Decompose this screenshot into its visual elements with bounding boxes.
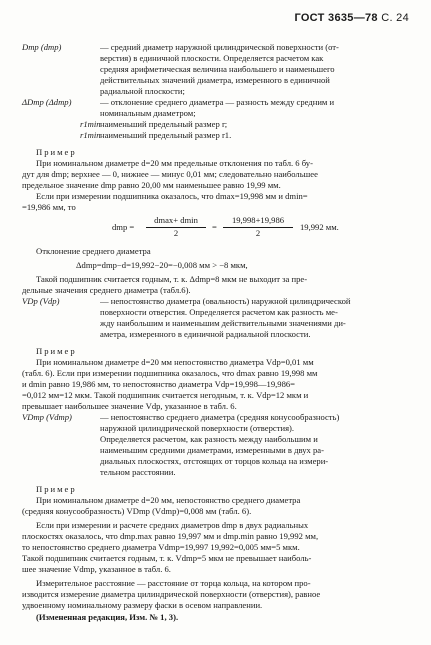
formula-lhs: dmp = [112,222,135,232]
def-line: аметра, измеренного в единичной радиальной плоскости. [100,329,311,339]
def-line: — средний диаметр наружной цилиндрической поверхности (от- [100,42,339,52]
text-line: удвоенному номинальному размеру фаски в осевом направлении. [22,600,263,610]
def-line: наименьший предельный размер r1. [100,130,232,140]
text-line: =19,986 мм, то [22,202,76,212]
page-number: С. 24 [381,12,409,24]
symbol-vdp: VDp (Vdp) [22,296,60,306]
deviation-formula: Δdmp=dmp−d=19,992−20=−0,008 мм > −8 мкм, [76,260,248,270]
symbol-dmp: Dmp (dmp) [22,42,62,52]
example-heading: Пример [36,484,77,494]
example-heading: Пример [36,346,77,356]
text-line: Измерительное расстояние — расстояние от торца кольца, на котором про- [36,578,311,588]
def-line: средняя арифметическая величина наибольшего и наименьшего [100,64,335,74]
formula-equals: = [212,222,217,232]
text-line: дут для dmp; верхнее — 0, нижнее — минус 0,01 мм; следовательно наибольшее [22,169,318,179]
def-line: радиальной плоскости; [100,86,185,96]
text-line: и dmin равно 19,986 мм, то непостоянство диаметра Vdp=19,998—19,986= [22,379,296,389]
text-line: Такой подшипник считается годным, т. к. Vdmp=5 мкм не превышает наиболь- [22,553,312,563]
standard-number: ГОСТ 3635—78 [294,12,378,24]
def-line: наименьший предельный размер r; [100,119,228,129]
text-line: Отклонение среднего диаметра [36,246,151,256]
def-line: тельном расстоянии. [100,467,176,477]
formula-numerator: dmax+ dmin [154,215,198,225]
text-line: изводится измерение диаметра цилиндрической поверхности (отверстия), равное [22,589,321,599]
example-heading: Пример [36,147,77,157]
edition-note: (Измененная редакция, Изм. № 1, 3). [36,612,179,622]
text-line: При номинальном диаметре d=20 мм, непостоянство среднего диаметра [36,495,301,505]
def-line: диальных плоскостях, отстоящих от торцов кольца на измери- [100,456,329,466]
def-line: номинальным диаметром; [100,108,196,118]
symbol-delta-dmp: ΔDmp (Δdmp) [22,97,72,107]
text-line: =0,012 мм=12 мкм. Такой подшипник считается негодным, т. к. Vdp=12 мкм и [22,390,309,400]
def-line: — непостоянство диаметра (овальность) наружной цилиндрической [100,296,351,306]
text-line: предельное значение dmp равно 20,00 мм наименьшее равно 19,99 мм. [22,180,281,190]
text-line: превышает наибольшее значение Vdp, указанное в табл. 6. [22,401,237,411]
formula-denominator: 2 [173,228,179,238]
def-line: — отклонение среднего диаметра — разность между средним и [100,97,335,107]
text-line: (средняя конусообразность) VDmp (Vdmp)=0,008 мм (табл. 6). [22,506,252,516]
text-line: Если при измерении подшипника оказалось, что dmax=19,998 мм и dmin= [36,191,308,201]
formula-result: 19,992 мм. [300,222,339,232]
text-line: При номинальном диаметре d=20 мм предельные отклонения по табл. 6 бу- [36,158,313,168]
text-line: Если при измерении и расчете средних диаметров dmp в двух радиальных [36,520,309,530]
def-line: верстия) в единичной плоскости. Определяется расчетом как [100,53,324,63]
def-line: жду наибольшим и наименьшим действительными значениями ди- [100,318,346,328]
text-line: При номинальном диаметре d=20 мм непостоянство диаметра Vdp=0,01 мм [36,357,314,367]
def-line: поверхности отверстия. Определяется расчетом как разность ме- [100,307,338,317]
def-line: наружной цилиндрической поверхности (отверстия). [100,423,295,433]
text-line: Такой подшипник считается годным, т. к. Δdmp=8 мкм не выходит за пре- [36,274,308,284]
def-line: наименьшим средними диаметрами, измеренными в двух ра- [100,445,324,455]
text-line: то непостоянство среднего диаметра Vdmp=19,997 19,992=0,005 мм=5 мкм. [22,542,300,552]
symbol-r-min: r1min [80,119,101,129]
text-line: плоскостях оказалось, что dmp.max равно 19,997 мм и dmp.min равно 19,992 мм, [22,531,319,541]
def-line: Определяется расчетом, как разность между наибольшим и [100,434,318,444]
text-line: дельные значения среднего диаметра (табл.6). [22,285,191,295]
def-line: действительных значений диаметра, измеренного в единичной [100,75,330,85]
text-line: шее значение Vdmp, указанное в табл. 6. [22,564,171,574]
page-header [294,12,409,24]
formula-numerator: 19,998+19,986 [231,215,285,225]
text-line: (табл. 6). Если при измерении подшипника оказалось, что dmax равно 19,998 мм [22,368,318,378]
def-line: — непостоянство среднего диаметра (средняя конусообразность) [100,412,340,422]
formula-denominator: 2 [255,228,261,238]
symbol-vdmp: VDmp (Vdmp) [22,412,72,422]
symbol-r1-min: r1min [80,130,101,140]
